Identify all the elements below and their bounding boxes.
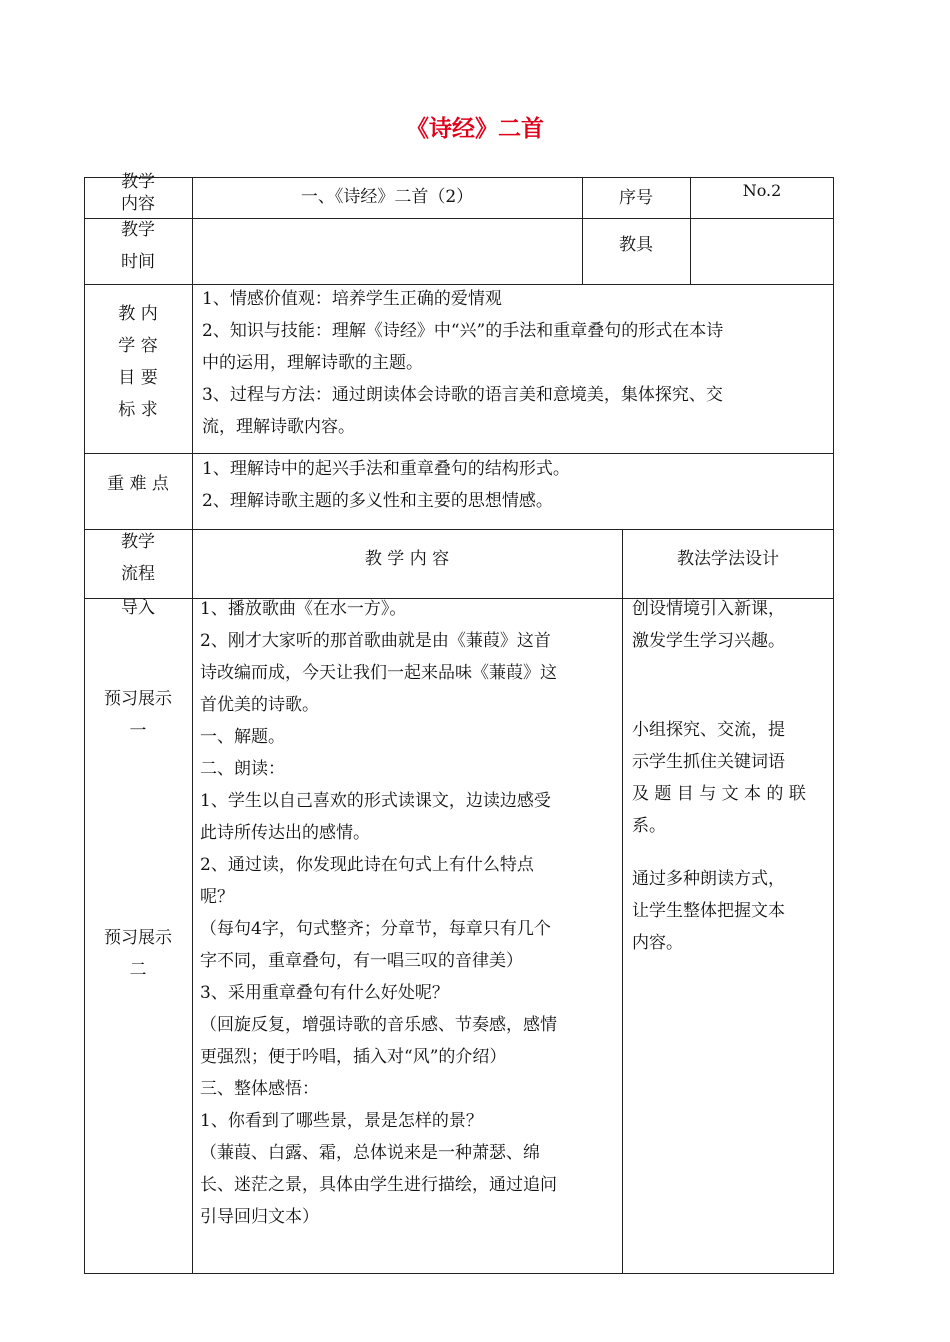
key-points-label: 重 难 点 bbox=[107, 474, 169, 494]
row-divider bbox=[84, 529, 834, 530]
page-title: 《诗经》二首 bbox=[406, 116, 544, 142]
process-method-label: 教法学法设计 bbox=[677, 549, 779, 569]
time-label: 教学 时间 bbox=[121, 220, 155, 272]
process-content-label: 教 学 内 容 bbox=[364, 549, 450, 569]
lesson-plan-table bbox=[84, 172, 834, 1274]
stage-preview-1: 预习展示 一 bbox=[104, 689, 172, 741]
goals-text: 1、情感价值观：培养学生正确的爱情观 2、知识与技能：理解《诗经》中“兴”的手法和重章叠句的形式在本诗 中的运用，理解诗歌的主题。 3、过程与方法：通过朗读体会诗歌的语言美和意境美，集体探究、交 流，理解诗歌内容。 bbox=[202, 289, 724, 437]
method-block-1: 创设情境引入新课， 激发学生学习兴趣。 bbox=[632, 599, 785, 651]
stage-intro: 导入 bbox=[121, 598, 155, 618]
seq-value: No.2 bbox=[742, 181, 782, 200]
column-divider bbox=[622, 529, 623, 1274]
method-block-2: 小组探究、交流，提 示学生抓住关键词语 及 题 目 与 文 本 的 联 系。 bbox=[632, 720, 806, 836]
key-points-text: 1、理解诗中的起兴手法和重章叠句的结构形式。 2、理解诗歌主题的多义性和主要的思想情感。 bbox=[202, 459, 570, 511]
row-divider bbox=[84, 218, 834, 219]
content-value: 一、《诗经》二首（2） bbox=[300, 187, 474, 207]
method-block-3: 通过多种朗读方式， 让学生整体把握文本 内容。 bbox=[632, 869, 785, 953]
seq-label: 序号 bbox=[619, 188, 653, 208]
tools-label: 教具 bbox=[619, 235, 653, 255]
process-content-text: 1、播放歌曲《在水一方》。 2、刚才大家听的那首歌曲就是由《蒹葭》这首 诗改编而成，今天让我们一起来品味《蒹葭》这 首优美的诗歌。 一、解题。 二、朗读： 1、学生以自己喜欢的形式读课文，边读边感受 此诗所传达出的感情。 2、通过读，你发现此诗在句式上有什么特点 呢？ （每句4字，句式整齐；分章节，每章只有几个 字不同，重章叠句，有一唱三叹的音律美） 3、采用重章叠句有什么好处呢？ （回旋反复，增强诗歌的音乐感、节奏感，感情 更强烈；便于吟唱，插入对“风”的介绍） 三、整体感悟： 1、你看到了哪些景，景是怎样的景？ （蒹葭、白露、霜，总体说来是一种萧瑟、绵 长、迷茫之景，具体由学生进行描绘，通过追问 引导回归文本） bbox=[200, 599, 557, 1227]
content-label: 教学 内容 bbox=[121, 172, 155, 214]
goals-label: 教 内 学 容 目 要 标 求 bbox=[118, 304, 158, 420]
stage-preview-2: 预习展示 二 bbox=[104, 928, 172, 980]
process-label: 教学 流程 bbox=[121, 532, 155, 584]
column-divider bbox=[192, 177, 193, 1274]
